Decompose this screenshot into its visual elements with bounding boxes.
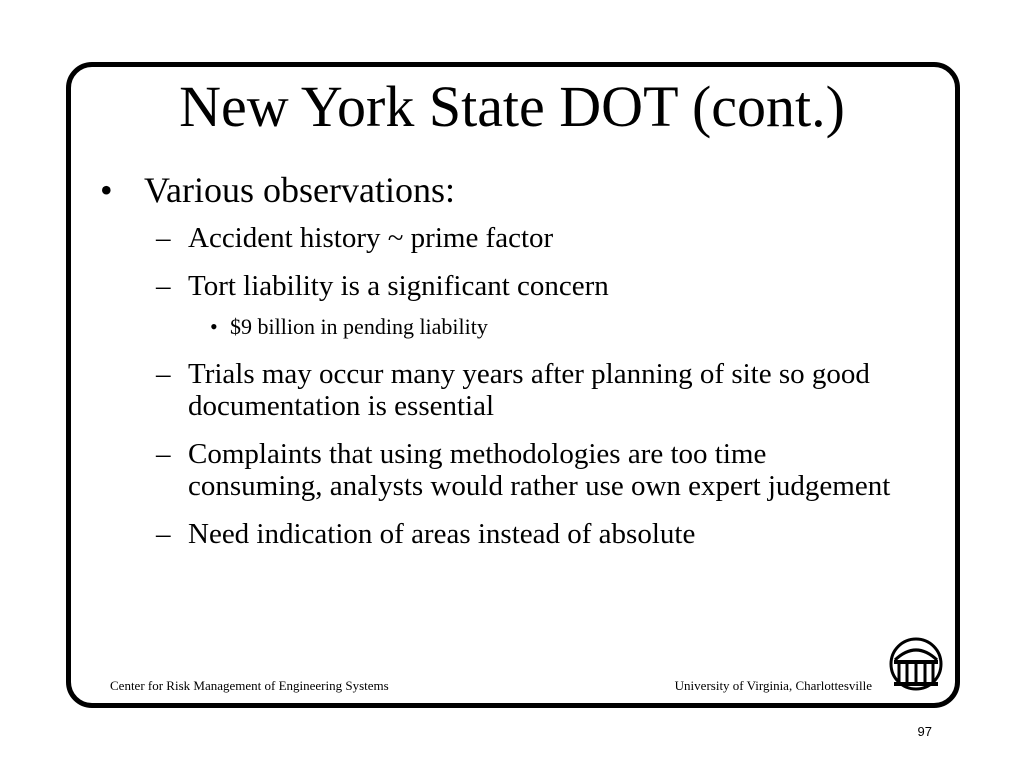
dash-marker: – (156, 518, 171, 550)
sub-bullet-text: Trials may occur many years after planning of site so good documentation is essential (188, 358, 870, 422)
sub-bullet-text: Need indication of areas instead of absolute (188, 518, 696, 550)
dash-marker: – (156, 438, 171, 470)
sub-bullet-text: Accident history ~ prime factor (188, 222, 554, 254)
sub-bullet-tort-liability (100, 270, 900, 302)
rotunda-logo-icon (888, 636, 944, 692)
sub-bullet-text: Complaints that using methodologies are too time consuming, analysts would rather use own expert judgement (188, 438, 891, 502)
bullet-various-observations (100, 168, 900, 212)
slide-title: New York State DOT (cont.) (179, 74, 845, 139)
sub-sub-bullet-text: $9 billion in pending liability (230, 314, 488, 339)
sub-bullet-trials (100, 358, 900, 422)
sub-bullet-accident-history (100, 222, 900, 254)
page-number: 97 (917, 724, 932, 739)
footer-university: University of Virginia, Charlottesville (674, 678, 872, 693)
dash-marker: – (156, 222, 171, 254)
dash-marker: – (156, 270, 171, 302)
bullet-text: Various observations: (144, 170, 455, 210)
dash-marker: – (156, 358, 171, 390)
sub-sub-bullet-pending-liability (100, 314, 900, 340)
footer-organization: Center for Risk Management of Engineering Systems (110, 678, 389, 693)
sub-bullet-complaints (100, 438, 900, 502)
sub-bullet-areas (100, 518, 900, 550)
slide-content (100, 168, 900, 566)
bullet-marker: • (100, 170, 113, 210)
bullet-marker: • (210, 314, 218, 339)
sub-bullet-text: Tort liability is a significant concern (188, 270, 609, 302)
